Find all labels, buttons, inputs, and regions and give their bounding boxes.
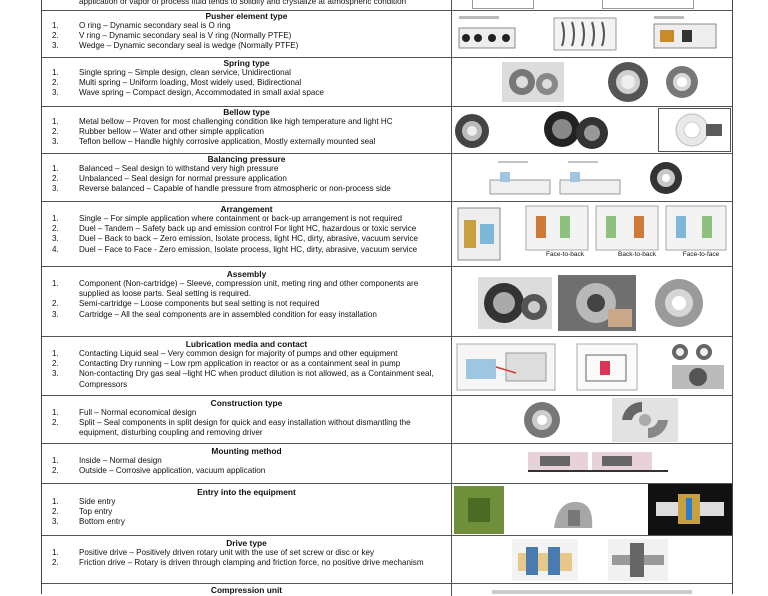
top-entry-image (548, 494, 598, 532)
compression-unit-image (492, 590, 692, 594)
single-seal-arrangement-image (456, 206, 502, 262)
section-title: Pusher element type (205, 11, 288, 21)
wedge-diagram-image (652, 14, 718, 54)
metal-bellow-image (452, 111, 492, 151)
section-title: Bellow type (223, 107, 270, 117)
list-item: 1. Full – Normal economical design (52, 408, 197, 417)
balanced-seal-diagram-image (488, 158, 628, 198)
caption-back-to-back: Back-to-back (618, 251, 656, 258)
list-item: 3. Duel – Back to back – Zero emission, Isolate process, light HC, dirty, abrasive, vacuum service (52, 234, 419, 244)
list-item: 1. Metal bellow – Proven for most challenging condition like high temperature and light HC (52, 117, 393, 126)
list-item: 2. V ring – Dynamic secondary seal is V ring (Normally PTFE) (52, 31, 292, 41)
dry-running-seal-diagram-image (576, 343, 638, 391)
list-item: 1. Single – For simple application where containment or back-up arrangement is not required (52, 214, 403, 223)
side-entry-image (454, 486, 504, 534)
teflon-bellow-image (658, 108, 732, 152)
list-item: 3. Wedge – Dynamic secondary seal is wedge (Normally PTFE) (52, 41, 299, 51)
row-compression-unit (42, 584, 732, 596)
list-item: 1. Component (Non-cartridge) – Sleeve, compression unit, meting ring and other components are supplied as loose parts. Seal setting is required. (52, 279, 419, 299)
cartridge-seal-image (642, 275, 716, 331)
split-seal-image (612, 398, 678, 442)
inside-outside-mount-diagram-image (528, 450, 678, 480)
list-item: 2. Rubber bellow – Water and other simple application (52, 127, 265, 137)
list-item: 2. Semi-cartridge – Loose components but seal setting is not required (52, 299, 320, 309)
row-balancing-pressure (42, 154, 732, 202)
dry-gas-seal-image (666, 341, 730, 391)
caption-face-to-back: Face-to-back (546, 251, 584, 258)
list-item: 2. Split – Seal components in split design for quick and easy installation without dismantling the equipment, disturbing coupling and removing driver (52, 418, 411, 438)
list-item: 2. Friction drive – Rotary is driven through clamping and friction force, no positive drive mechanism (52, 558, 424, 568)
list-item: 3. Teflon bellow – Handle highly corrosive application, Mostly externally mounted seal (52, 137, 376, 147)
seal-classification-table (41, 0, 733, 594)
list-item: 2. Multi spring – Uniform loading, Most widely used, Bidirectional (52, 78, 302, 88)
list-item: 2. Contacting Dry running – Low rpm application in reactor or as a containment seal in pump (52, 359, 401, 369)
list-item: 3. Non-contacting Dry gas seal –light HC when product dilution is not allowed, as a Containment seal, Compressors (52, 369, 434, 389)
row-bellow-type (42, 107, 732, 154)
top-fragment-images (452, 0, 732, 10)
section-title: Lubrication media and contact (185, 339, 308, 349)
rubber-bellow-image (542, 109, 612, 151)
list-item: 2. Top entry (52, 507, 113, 517)
v-ring-diagram-image (552, 14, 618, 54)
row-pusher-element (42, 11, 732, 58)
list-item: 1. Balanced – Seal design to withstand very high pressure (52, 164, 279, 173)
section-title: Balancing pressure (207, 154, 286, 164)
list-item: 1. Positive drive – Positively driven rotary unit with the use of set screw or disc or key (52, 548, 375, 557)
reverse-balanced-seal-image (648, 159, 684, 197)
seal-diagram-image (602, 0, 694, 9)
list-item: 1. Contacting Liquid seal – Very common design for majority of pumps and other equipment (52, 349, 398, 358)
list-item: 1. Side entry (52, 497, 116, 506)
section-title: Entry into the equipment (197, 487, 296, 497)
seal-diagram-image (472, 0, 534, 9)
o-ring-diagram-image (458, 14, 518, 54)
row-top-fragment (42, 0, 732, 11)
section-title: Construction type (210, 398, 283, 408)
list-item: 3. Cartridge – All the seal components are in assembled condition for easy installation (52, 309, 377, 319)
list-item: 2. Duel – Tandem – Safety back up and emission control For light HC, hazardous or toxic service (52, 224, 417, 234)
list-item: 3. Bottom entry (52, 517, 125, 527)
liquid-seal-diagram-image (456, 343, 556, 391)
row-mounting-method (42, 444, 732, 484)
list-item: 4. Duel – Face to Face - Zero emission, Isolate process, light HC, dirty, abrasive, vacuum service (52, 244, 418, 254)
list-item: 1. Inside – Normal design (52, 456, 162, 465)
section-title: Mounting method (211, 446, 282, 456)
caption-face-to-face: Face-to-face (682, 251, 720, 258)
list-item: 2. Unbalanced – Seal design for normal pressure application (52, 174, 287, 184)
section-title: Arrangement (220, 204, 273, 214)
list-item: 2. Outside – Corrosive application, vacuum application (52, 466, 266, 476)
list-item: 3. Reverse balanced – Capable of handle pressure from atmospheric or non-process side (52, 184, 391, 194)
positive-drive-diagram-image (512, 539, 578, 581)
row-construction-type (42, 396, 732, 444)
row-assembly (42, 267, 732, 337)
multi-spring-seal-image (600, 60, 708, 104)
dual-seal-arrangement-images (524, 204, 728, 252)
row-drive-type (42, 536, 732, 584)
semi-cartridge-seal-image (558, 275, 636, 331)
section-title: Assembly (226, 269, 267, 279)
row-entry-into-equipment (42, 484, 732, 536)
list-item: 1. O ring – Dynamic secondary seal is O ring (52, 21, 231, 30)
full-seal-image (512, 400, 572, 440)
section-title: Compression unit (210, 585, 283, 595)
section-title: Drive type (226, 538, 267, 548)
top-fragment-text: application or vapor of process fluid tends to solidify and crystalize at atmospheric condition (79, 0, 407, 6)
bottom-entry-image (648, 484, 732, 535)
row-arrangement (42, 202, 732, 267)
list-item: 3. Wave spring – Compact design, Accommodated in small axial space (52, 88, 324, 98)
row-lubrication-media (42, 337, 732, 396)
friction-drive-diagram-image (608, 539, 668, 581)
section-title: Spring type (223, 58, 270, 68)
component-seal-image (478, 277, 552, 329)
list-item: 1. Single spring – Simple design, clean service, Unidirectional (52, 68, 291, 77)
row-spring-type (42, 58, 732, 107)
single-spring-seal-image (502, 62, 564, 102)
